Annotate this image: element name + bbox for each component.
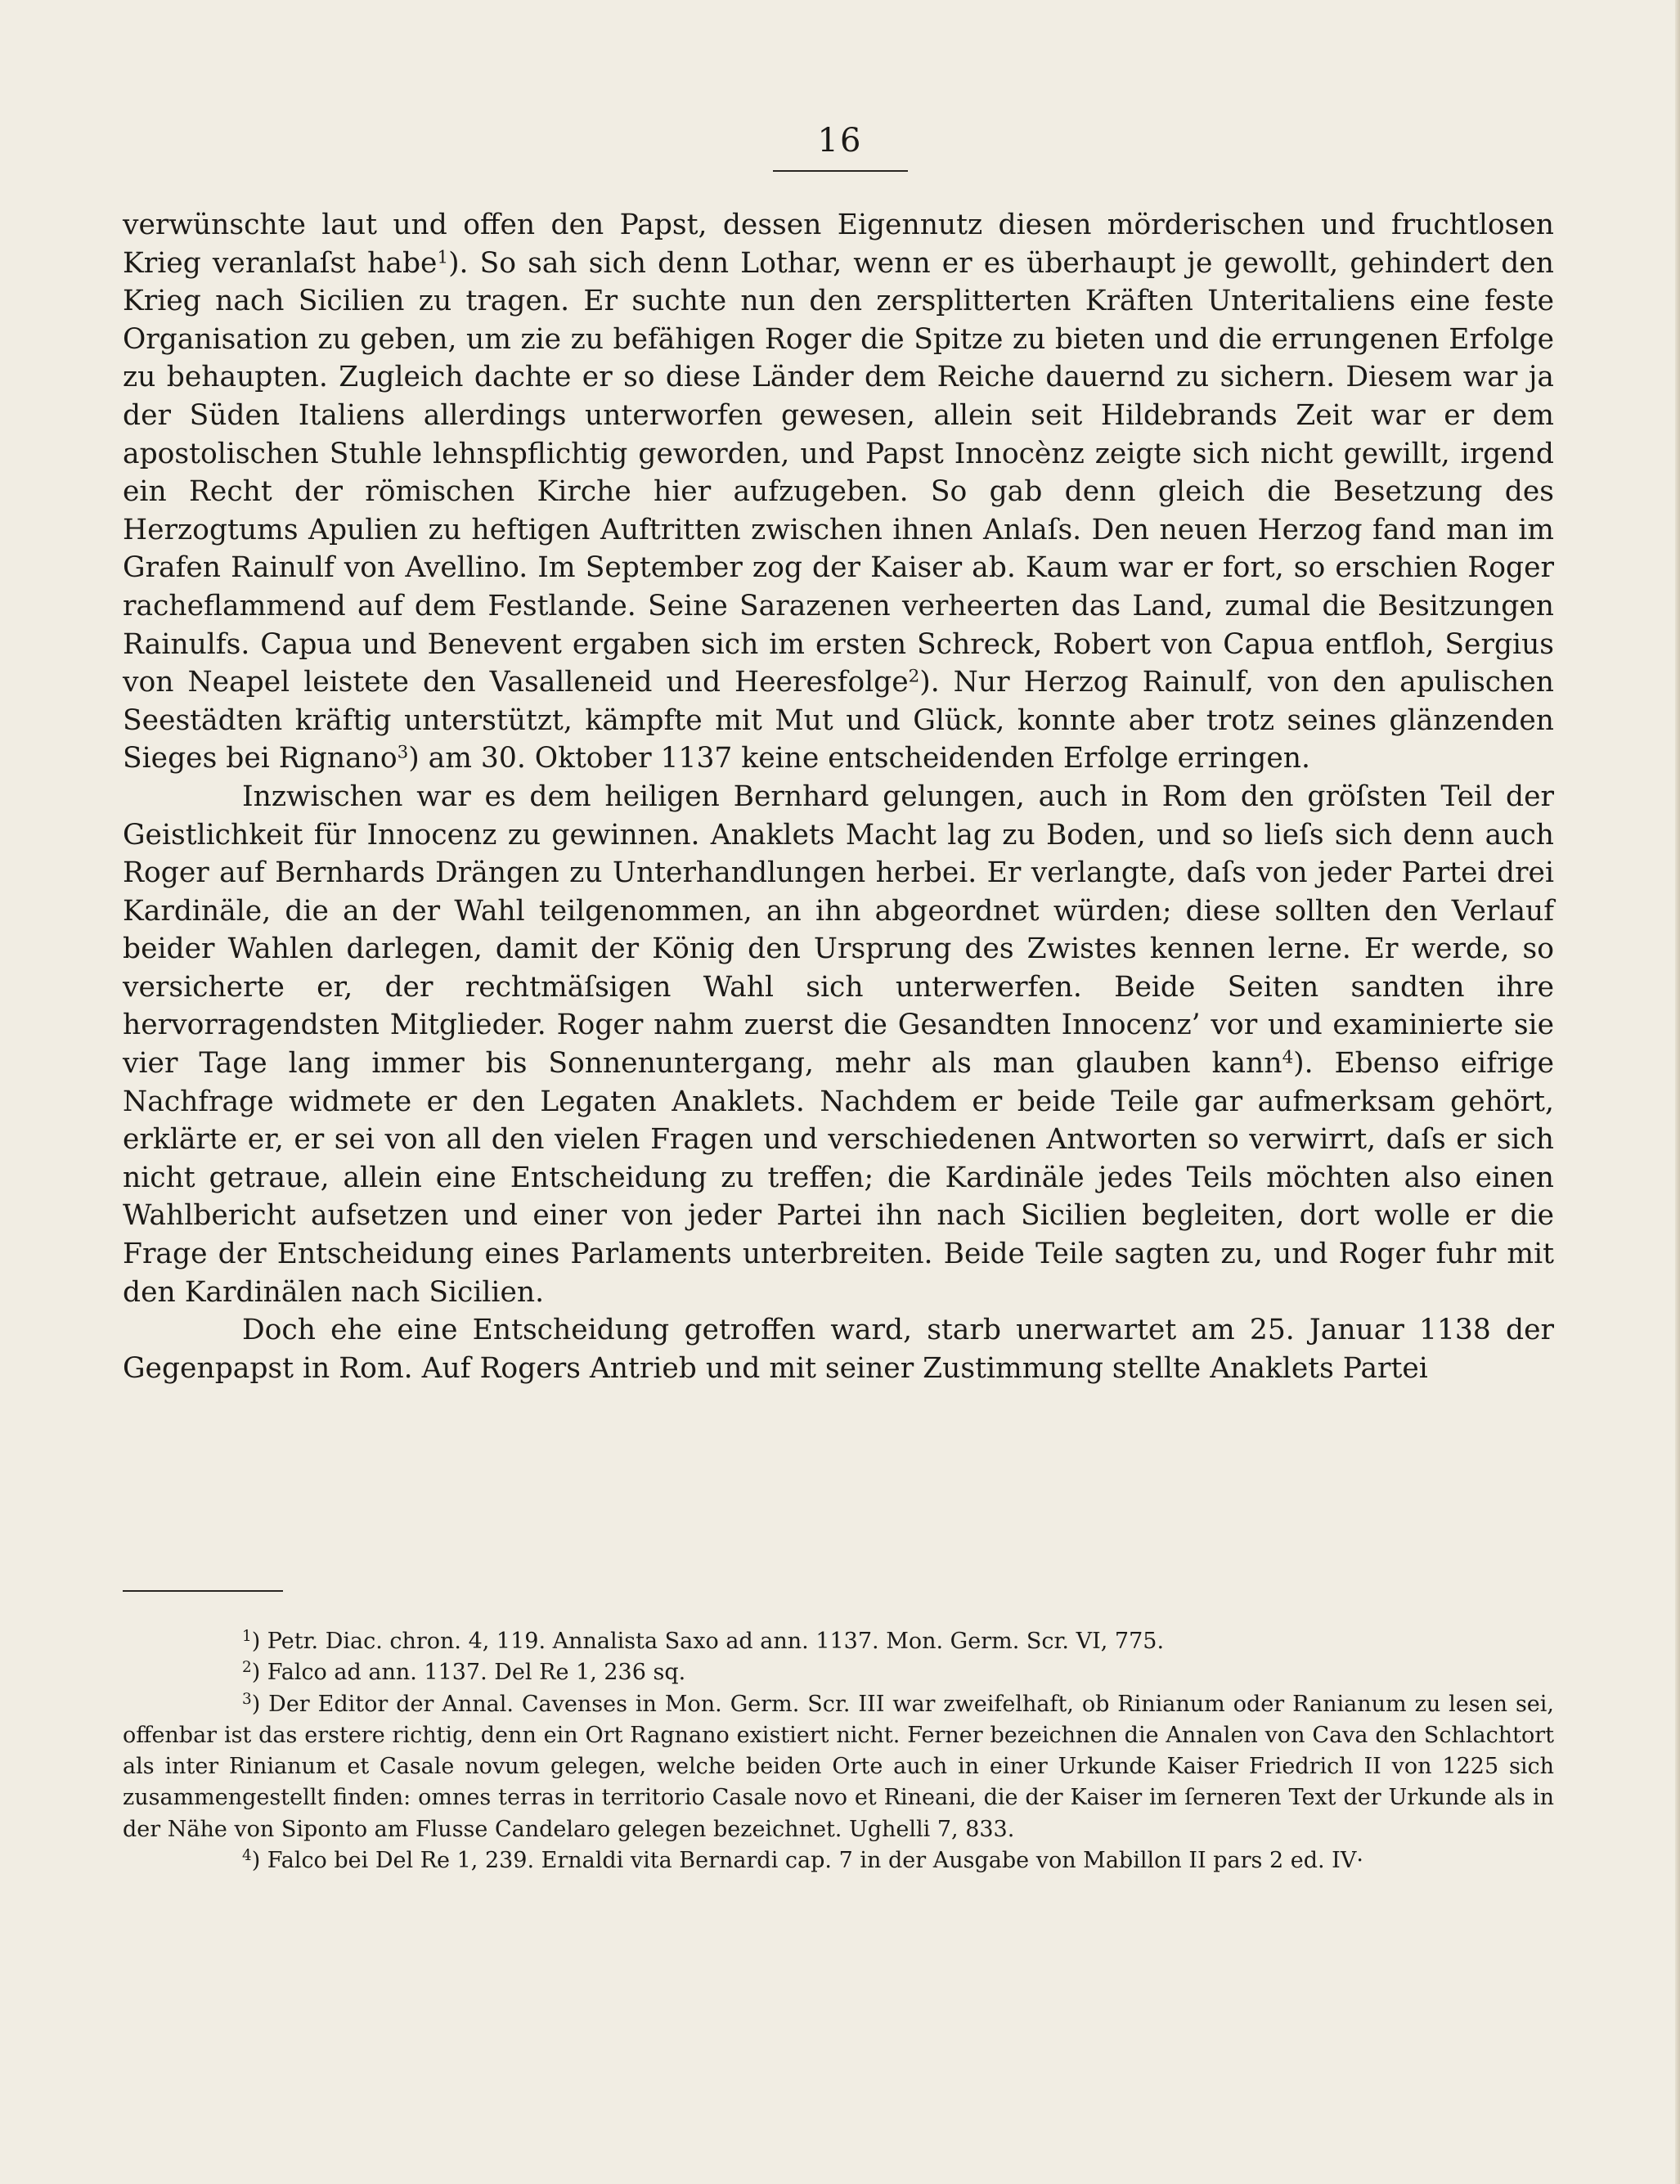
paragraph-1-text-c: ). Nur Herzog Rainulf, von den apulischen Seestädten kräftig unterstützt, kämpfte mit Mut und Glück, konnte aber trotz seines glänzenden Sieges bei Rignano <box>123 666 1554 775</box>
footnote-ref-2: 2 <box>908 666 920 687</box>
footnote-mark: 4 <box>242 1846 252 1864</box>
footnote <box>123 1845 1554 1876</box>
footnote-text: ) Falco bei Del Re 1, 239. Ernaldi vita Bernardi cap. 7 in der Ausgabe von Mabillon II pars 2 ed. IV· <box>251 1848 1363 1874</box>
footnote-text: ) Falco ad ann. 1137. Del Re 1, 236 sq. <box>251 1660 686 1686</box>
footnote-text: ) Petr. Diac. chron. 4, 119. Annalista Saxo ad ann. 1137. Mon. Germ. Scr. VI, 775. <box>251 1629 1165 1654</box>
footnote-separator <box>123 1590 283 1592</box>
page-edge-shadow <box>1675 0 1680 2184</box>
main-text <box>123 206 1554 1387</box>
footnote-ref-4: 4 <box>1282 1047 1294 1068</box>
footnote <box>123 1657 1554 1688</box>
footnote-ref-3: 3 <box>397 742 409 763</box>
paragraph-1-text-d: ) am 30. Oktober 1137 keine entscheidenden Erfolge erringen. <box>408 742 1310 775</box>
paragraph-1-text-b: ). So sah sich denn Lothar, wenn er es überhaupt je gewollt, gehindert den Krieg nach Sicilien zu tragen. Er suchte nun den zersplitterten Kräften Unteritaliens eine feste Organisation zu geben, um zie zu befähigen Roger die Spitze zu bieten und die errungenen Erfolge zu behaupten. Zugleich dachte er so diese Länder dem Reiche dauernd zu sichern. Diesem war ja der Süden Italiens allerdings unterworfen gewesen, allein seit Hildebrands Zeit war er dem apostolischen Stuhle lehnspflichtig geworden, und Papst Innocènz zeigte sich nicht gewillt, irgend ein Recht der römischen Kirche hier aufzugeben. So gab denn gleich die Besetzung des Herzogtums Apulien zu heftigen Auftritten zwischen ihnen Anlaſs. Den neuen Herzog fand man im Grafen Rainulf von Avellino. Im September zog der Kaiser ab. Kaum war er fort, so erschien Roger racheflammend auf dem Festlande. Seine Sarazenen verheerten das Land, zumal die Besitzungen Rainulfs. Capua und Benevent ergaben sich im ersten Schreck, Robert von Capua entfloh, Sergius von Neapel leistete den Vasalleneid und Heeresfolge <box>123 246 1554 699</box>
footnote-mark: 2 <box>242 1659 252 1677</box>
footnotes <box>123 1626 1554 1876</box>
paragraph-2-text-b: ). Ebenso eifrige Nachfrage widmete er den Legaten Anaklets. Nachdem er beide Teile gar aufmerksam gehört, erklärte er, er sei von all den vielen Fragen und verschiedenen Antworten so verwirrt, daſs er sich nicht getraue, allein eine Entscheidung zu treffen; die Kardinäle jedes Teils möchten also einen Wahlbericht aufsetzen und einer von jeder Partei ihn nach Sicilien begleiten, dort wolle er die Frage der Entscheidung eines Parlaments unterbreiten. Beide Teile sagten zu, und Roger fuhr mit den Kardinälen nach Sicilien. <box>123 1047 1554 1309</box>
paragraph-1 <box>123 206 1554 778</box>
paragraph-2-text-a: Inzwischen war es dem heiligen Bernhard gelungen, auch in Rom den gröſsten Teil der Geistlichkeit für Innocenz zu gewinnen. Anaklets Macht lag zu Boden, und so lieſs sich denn auch Roger auf Bernhards Drängen zu Unterhandlungen herbei. Er verlangte, daſs von jeder Partei drei Kardinäle, die an der Wahl teilgenommen, an ihn abgeordnet würden; diese sollten den Verlauf beider Wahlen darlegen, damit der König den Ursprung des Zwistes kennen lerne. Er werde, so versicherte er, der rechtmäſsigen Wahl sich unterwerfen. Beide Seiten sandten ihre hervorragendsten Mitglieder. Roger nahm zuerst die Gesandten Innocenz’ vor und examinierte sie vier Tage lang immer bis Sonnenuntergang, mehr als man glauben kann <box>123 780 1554 1081</box>
paragraph-3 <box>123 1311 1554 1387</box>
footnote-mark: 3 <box>242 1690 252 1708</box>
paragraph-1-text-a: verwünschte laut und offen den Papst, dessen Eigennutz diesen mörderischen und fruchtlosen Krieg veranlaſst habe <box>123 209 1554 280</box>
footnote <box>123 1626 1554 1657</box>
page-number: 16 <box>817 122 863 160</box>
footnote-text: ) Der Editor der Annal. Cavenses in Mon. Germ. Scr. III war zweifelhaft, ob Rinianum oder Ranianum zu lesen sei, offenbar ist das erstere richtig, denn ein Ort Ragnano existiert nicht. Ferner bezeichnen die Annalen von Cava den Schlachtort als inter Rinianum et Casale novum gelegen, welche beiden Orte auch in einer Urkunde Kaiser Friedrich II von 1225 sich zusammengestellt finden: omnes terras in territorio Casale novo et Rineani, die der Kaiser im ſerneren Text der Urkunde als in der Nähe von Siponto am Flusse Candelaro gelegen bezeichnet. Ughelli 7, 833. <box>123 1691 1554 1842</box>
footnote-ref-1: 1 <box>437 246 449 267</box>
paragraph-3-text-a: Doch ehe eine Entscheidung getroffen ward, starb unerwartet am 25. Januar 1138 der Gegenpapst in Rom. Auf Rogers Antrieb und mit seiner Zustimmung stellte Anaklets Partei <box>123 1314 1554 1385</box>
page-number-rule <box>773 170 908 172</box>
footnote <box>123 1689 1554 1845</box>
footnote-mark: 1 <box>242 1627 252 1645</box>
paragraph-2 <box>123 778 1554 1311</box>
